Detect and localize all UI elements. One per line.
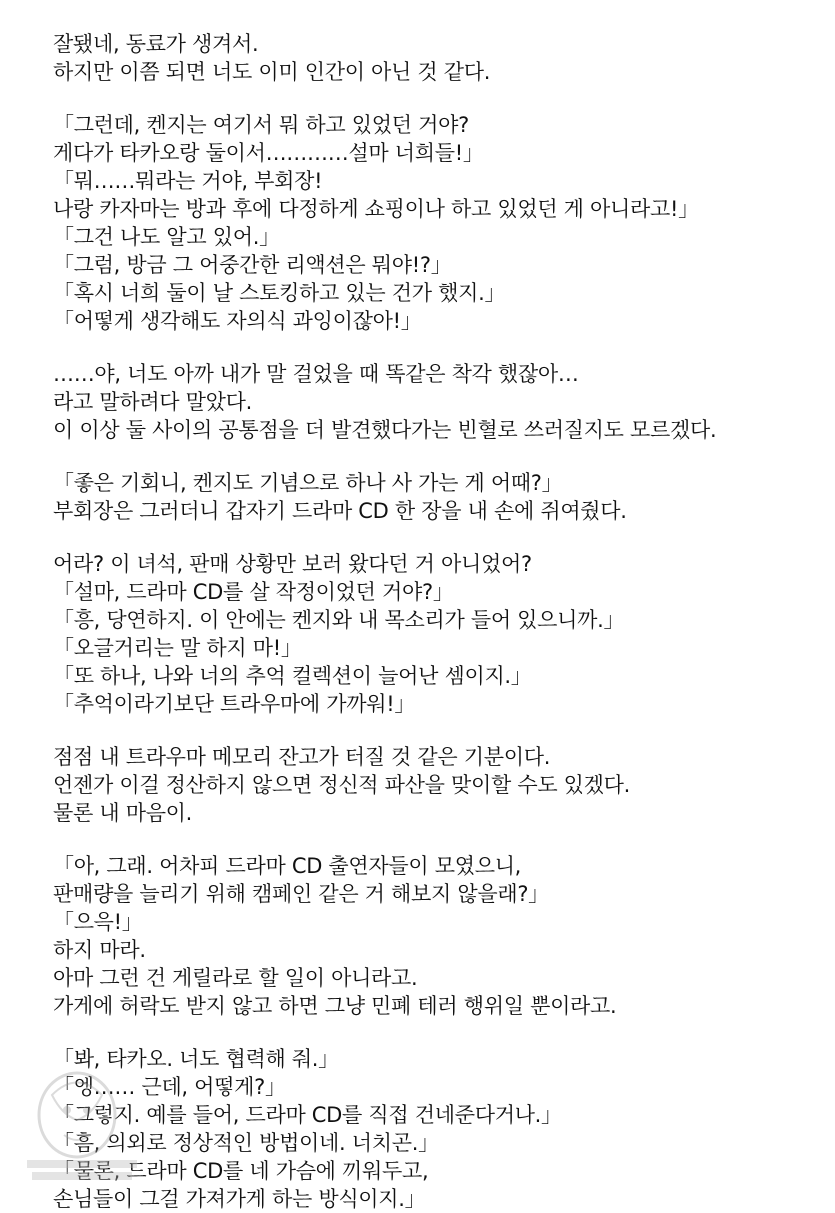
text-line: 잘됐네, 동료가 생겨서. bbox=[53, 32, 259, 56]
text-line: 「흠, 의외로 정상적인 방법이네. 너치곤.」 bbox=[53, 1131, 439, 1155]
scanlation-watermark-icon bbox=[22, 1060, 142, 1190]
text-line: 게다가 타카오랑 둘이서…………설마 너희들!」 bbox=[53, 141, 484, 165]
text-line: 손님들이 그걸 가져가게 하는 방식이지.」 bbox=[53, 1187, 426, 1211]
text-line: 물론 내 마음이. bbox=[53, 801, 193, 825]
paragraph-1 bbox=[53, 30, 823, 86]
paragraph-8 bbox=[53, 1045, 823, 1213]
text-line: 「추억이라기보단 트라우마에 가까워!」 bbox=[53, 692, 416, 716]
text-line: 「그럼, 방금 그 어중간한 리액션은 뭐야!?」 bbox=[53, 253, 452, 277]
text-line: 하지만 이쯤 되면 너도 이미 인간이 아닌 것 같다. bbox=[53, 60, 491, 84]
paragraph-4 bbox=[53, 469, 823, 525]
text-line: 「혹시 너희 둘이 날 스토킹하고 있는 건가 했지.」 bbox=[53, 281, 506, 305]
text-line: 가게에 허락도 받지 않고 하면 그냥 민폐 테러 행위일 뿐이라고. bbox=[53, 994, 617, 1018]
text-line: 「물론, 드라마 CD를 네 가슴에 끼워두고, bbox=[53, 1159, 429, 1183]
document-page bbox=[53, 30, 823, 1213]
text-line: 하지 마라. bbox=[53, 938, 146, 962]
text-line: 「엥…… 근데, 어떻게?」 bbox=[53, 1075, 286, 1099]
text-line: 어라? 이 녀석, 판매 상황만 보러 왔다던 거 아니었어? bbox=[53, 552, 532, 576]
text-line: 나랑 카자마는 방과 후에 다정하게 쇼핑이나 하고 있었던 게 아니라고!」 bbox=[53, 197, 699, 221]
text-line: 부회장은 그러더니 갑자기 드라마 CD 한 장을 내 손에 쥐여줬다. bbox=[53, 499, 627, 523]
text-line: ……야, 너도 아까 내가 말 걸었을 때 똑같은 착각 했잖아… bbox=[53, 362, 579, 386]
text-line: 아마 그런 건 게릴라로 할 일이 아니라고. bbox=[53, 966, 418, 990]
text-line: 「오글거리는 말 하지 마!」 bbox=[53, 636, 302, 660]
text-line: 「좋은 기회니, 켄지도 기념으로 하나 사 가는 게 어때?」 bbox=[53, 471, 563, 495]
paragraph-5 bbox=[53, 550, 823, 718]
text-line: 점점 내 트라우마 메모리 잔고가 터질 것 같은 기분이다. bbox=[53, 745, 551, 769]
text-line: 언젠가 이걸 정산하지 않으면 정신적 파산을 맞이할 수도 있겠다. bbox=[53, 773, 631, 797]
text-line: 「설마, 드라마 CD를 살 작정이었던 거야?」 bbox=[53, 580, 454, 604]
text-line: 판매량을 늘리기 위해 캠페인 같은 거 해보지 않을래?」 bbox=[53, 882, 549, 906]
paragraph-7 bbox=[53, 852, 823, 1020]
text-line: 「뭐……뭐라는 거야, 부회장! bbox=[53, 169, 323, 193]
text-line: 「어떻게 생각해도 자의식 과잉이잖아!」 bbox=[53, 309, 422, 333]
text-line: 라고 말하려다 말았다. bbox=[53, 390, 252, 414]
text-line: 「그렇지. 예를 들어, 드라마 CD를 직접 건네준다거나.」 bbox=[53, 1103, 562, 1127]
text-line: 「으윽!」 bbox=[53, 910, 143, 934]
text-line: 「아, 그래. 어차피 드라마 CD 출연자들이 모였으니, bbox=[53, 854, 522, 878]
text-line: 이 이상 둘 사이의 공통점을 더 발견했다가는 빈혈로 쓰러질지도 모르겠다. bbox=[53, 418, 717, 442]
paragraph-3 bbox=[53, 360, 823, 444]
paragraph-2 bbox=[53, 111, 823, 335]
text-line: 「봐, 타카오. 너도 협력해 줘.」 bbox=[53, 1047, 339, 1071]
text-line: 「또 하나, 나와 너의 추억 컬렉션이 늘어난 셈이지.」 bbox=[53, 664, 532, 688]
text-line: 「흥, 당연하지. 이 안에는 켄지와 내 목소리가 들어 있으니까.」 bbox=[53, 608, 625, 632]
paragraph-6 bbox=[53, 743, 823, 827]
text-line: 「그런데, 켄지는 여기서 뭐 하고 있었던 거야? bbox=[53, 113, 469, 137]
text-line: 「그건 나도 알고 있어.」 bbox=[53, 225, 280, 249]
